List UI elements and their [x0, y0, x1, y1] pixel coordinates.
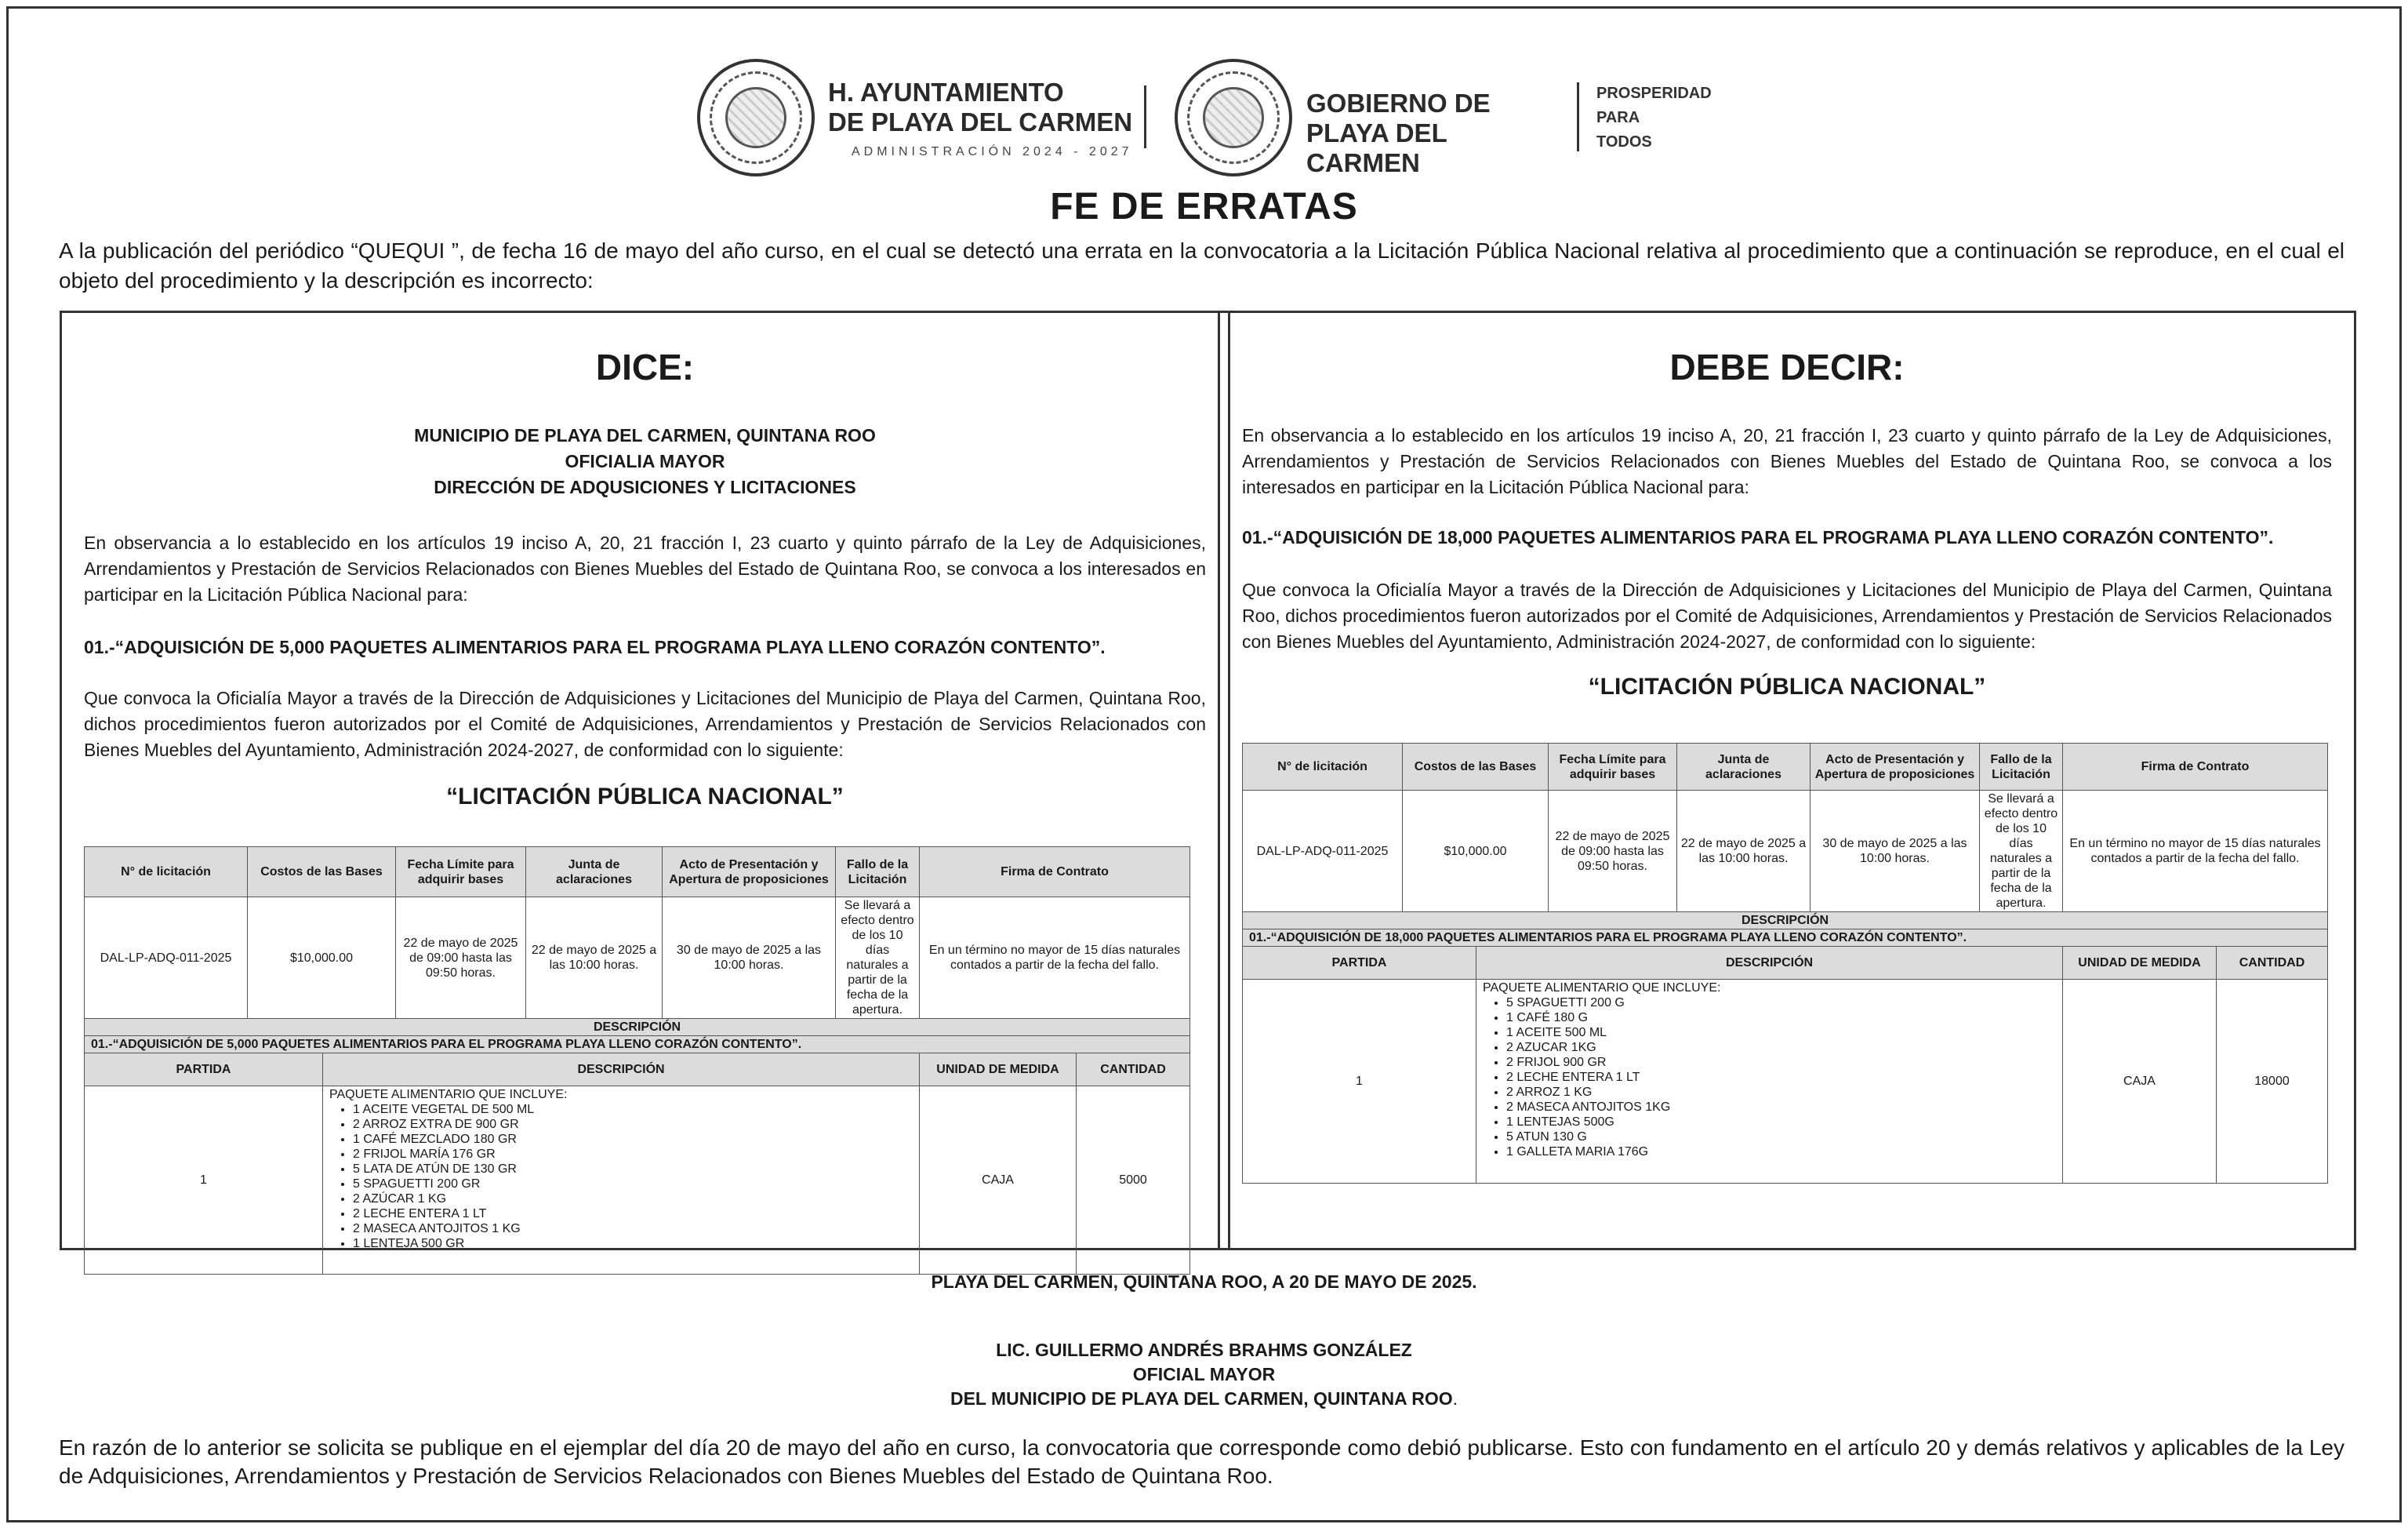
debe-subtitle: “LICITACIÓN PÚBLICA NACIONAL”	[1588, 674, 1986, 700]
package-title: PAQUETE ALIMENTARIO QUE INCLUYE:	[1483, 981, 1721, 995]
list-item: • 2 AZÚCAR 1 KG	[353, 1191, 916, 1206]
package-contents	[1476, 980, 2063, 1184]
col-bid-number: N° de licitación	[1243, 744, 1403, 791]
col-base-cost: Costos de las Bases	[1403, 744, 1549, 791]
intro-paragraph: A la publicación del periódico “QUEQUI ”, de fecha 16 de mayo del año curso, en el cual se detectó una errata en la convocatoria a la Licitación Pública Nacional relativa al procedimiento que a continuación se reproduce, en el cual el objeto del procedimiento y la descripción es incorrecto:	[59, 238, 2344, 293]
org1-line1: H. AYUNTAMIENTO	[828, 78, 1064, 107]
ruling: Se llevará a efecto dentro de los 10 días naturales a partir de la fecha de la apertura.	[1980, 791, 2063, 912]
table-row	[85, 1086, 1190, 1275]
government-name	[1306, 89, 1542, 178]
list-item: • 1 GALLETA MARIA 176G	[1506, 1144, 2059, 1159]
col-partida: PARTIDA	[85, 1053, 323, 1086]
header-divider	[1144, 85, 1146, 148]
entity-line1: MUNICIPIO DE PLAYA DEL CARMEN, QUINTANA ROO	[414, 425, 876, 446]
org1-line2: DE PLAYA DEL CARMEN	[828, 107, 1133, 136]
dice-object: 01.-“ADQUISICIÓN DE 5,000 PAQUETES ALIMENTARIOS PARA EL PROGRAMA PLAYA LLENO CORAZÓN CONTENTO”.	[84, 637, 1106, 657]
col-clarifications: Junta de aclaraciones	[526, 847, 663, 897]
dice-panel	[60, 311, 1230, 1250]
items-header-row	[85, 1053, 1190, 1086]
partida-number: 1	[85, 1086, 323, 1275]
list-item: • 2 MASECA ANTOJITOS 1 KG	[353, 1221, 916, 1236]
signer-org-text: DEL MUNICIPIO DE PLAYA DEL CARMEN, QUINTANA ROO	[950, 1388, 1453, 1409]
base-cost: $10,000.00	[1403, 791, 1549, 912]
package-items-list	[329, 1102, 916, 1251]
list-item: • 1 CAFÉ MEZCLADO 180 GR	[353, 1132, 916, 1147]
dice-heading: DICE:	[595, 347, 695, 387]
slogan-line3: TODOS	[1596, 133, 1652, 151]
org2-line2: PLAYA DEL CARMEN	[1306, 118, 1447, 177]
list-item: • 2 MASECA ANTOJITOS 1KG	[1506, 1100, 2059, 1115]
unit-of-measure: CAJA	[920, 1086, 1077, 1275]
list-item: • 2 LECHE ENTERA 1 LT	[353, 1206, 916, 1221]
col-description: DESCRIPCIÓN	[1476, 947, 2063, 980]
ruling: Se llevará a efecto dentro de los 10 días naturales a partir de la fecha de la apertura.	[836, 897, 920, 1019]
signer-title: OFICIAL MAYOR	[1132, 1364, 1276, 1384]
table-row	[85, 897, 1190, 1019]
municipality-name	[828, 78, 1157, 162]
list-item: • 2 FRIJOL 900 GR	[1506, 1055, 2059, 1070]
letterhead	[9, 48, 2399, 177]
list-item: • 1 LENTEJA 500 GR	[353, 1236, 916, 1251]
org2-line1: GOBIERNO DE	[1306, 89, 1491, 118]
dice-bidding-table	[84, 846, 1190, 1275]
col-quantity: CANTIDAD	[2217, 947, 2328, 980]
proposal-opening: 30 de mayo de 2025 a las 10:00 horas.	[663, 897, 836, 1019]
deadline: 22 de mayo de 2025 de 09:00 hasta las 09:50 horas.	[1549, 791, 1677, 912]
col-deadline: Fecha Límite para adquirir bases	[1549, 744, 1677, 791]
col-contract: Firma de Contrato	[920, 847, 1190, 897]
clarifications: 22 de mayo de 2025 a las 10:00 horas.	[1677, 791, 1811, 912]
col-unit: UNIDAD DE MEDIDA	[2063, 947, 2217, 980]
list-item: • 2 LECHE ENTERA 1 LT	[1506, 1070, 2059, 1085]
entity-line3: DIRECCIÓN DE ADQUSICIONES Y LICITACIONES	[434, 477, 856, 497]
dice-paragraph-2: Que convoca la Oficialía Mayor a través de la Dirección de Adquisiciones y Licitaciones del Municipio de Playa del Carmen, Quintana Roo, dichos procedimientos fueron autorizados por el Comité de Adquisiciones, Arrendamientos y Prestación de Servicios Relacionados con Bienes Muebles del Ayuntamiento, Administración 2024-2027, de conformidad con lo siguiente:	[84, 688, 1206, 760]
debe-object: 01.-“ADQUISICIÓN DE 18,000 PAQUETES ALIMENTARIOS PARA EL PROGRAMA PLAYA LLENO CORAZÓN CONTENTO”.	[1242, 527, 2274, 547]
package-title: PAQUETE ALIMENTARIO QUE INCLUYE:	[329, 1088, 568, 1101]
closing-paragraph: En razón de lo anterior se solicita se publique en el ejemplar del día 20 de mayo del año en curso, la convocatoria que corresponde como debió publicarse. Esto con fundamento en el artículo 20 y demás relativos y aplicables de la Ley de Adquisiciones, Arrendamientos y Prestación de Servicios Relacionados con Bienes Muebles del Estado de Quintana Roo.	[59, 1435, 2344, 1488]
col-partida: PARTIDA	[1243, 947, 1476, 980]
signer-organization	[9, 1387, 2399, 1411]
list-item: • 2 ARROZ EXTRA DE 900 GR	[353, 1117, 916, 1132]
unit-of-measure: CAJA	[2063, 980, 2217, 1184]
list-item: • 5 ATUN 130 G	[1506, 1129, 2059, 1144]
list-item: • 5 SPAGUETTI 200 G	[1506, 995, 2059, 1010]
signer-org-period: .	[1452, 1388, 1458, 1409]
contract: En un término no mayor de 15 días naturales contados a partir de la fecha del fallo.	[2063, 791, 2328, 912]
slogan-line1: PROSPERIDAD	[1596, 85, 1712, 102]
items-header-row	[1243, 947, 2328, 980]
place-and-date: PLAYA DEL CARMEN, QUINTANA ROO, A 20 DE MAYO DE 2025.	[931, 1271, 1477, 1292]
debe-decir-panel	[1218, 311, 2356, 1250]
base-cost: $10,000.00	[248, 897, 396, 1019]
col-proposal-opening: Acto de Presentación y Apertura de proposiciones	[663, 847, 836, 897]
document-title: FE DE ERRATAS	[1050, 186, 1358, 227]
list-item: • 1 ACEITE 500 ML	[1506, 1025, 2059, 1040]
municipal-coat-of-arms-icon	[697, 59, 815, 176]
table-header-row	[1243, 744, 2328, 791]
contract: En un término no mayor de 15 días naturales contados a partir de la fecha del fallo.	[920, 897, 1190, 1019]
description-object: 01.-“ADQUISICIÓN DE 18,000 PAQUETES ALIMENTARIOS PARA EL PROGRAMA PLAYA LLENO CORAZÓN CONTENTO”.	[1243, 929, 2328, 947]
col-clarifications: Junta de aclaraciones	[1677, 744, 1811, 791]
list-item: • 1 LENTEJAS 500G	[1506, 1115, 2059, 1129]
header-divider	[1577, 82, 1579, 151]
deadline: 22 de mayo de 2025 de 09:00 hasta las 09:50 horas.	[396, 897, 526, 1019]
quantity: 5000	[1077, 1086, 1190, 1275]
table-header-row	[85, 847, 1190, 897]
list-item: • 1 CAFÉ 180 G	[1506, 1010, 2059, 1025]
col-ruling: Fallo de la Licitación	[1980, 744, 2063, 791]
col-contract: Firma de Contrato	[2063, 744, 2328, 791]
list-item: • 1 ACEITE VEGETAL DE 500 ML	[353, 1102, 916, 1117]
dice-paragraph-1: En observancia a lo establecido en los artículos 19 inciso A, 20, 21 fracción I, 23 cuarto y quinto párrafo de la Ley de Adquisiciones, Arrendamientos y Prestación de Servicios Relacionados con Bienes Muebles del Estado de Quintana Roo, se convoca a los interesados en participar en la Licitación Pública Nacional para:	[84, 533, 1206, 605]
table-row	[1243, 980, 2328, 1184]
col-ruling: Fallo de la Licitación	[836, 847, 920, 897]
package-contents	[323, 1086, 920, 1275]
debe-decir-heading: DEBE DECIR:	[1669, 347, 1905, 387]
partida-number: 1	[1243, 980, 1476, 1184]
list-item: • 5 SPAGUETTI 200 GR	[353, 1177, 916, 1191]
convening-entity	[62, 423, 1228, 500]
list-item: • 2 FRIJOL MARÍA 176 GR	[353, 1147, 916, 1162]
bid-number: DAL-LP-ADQ-011-2025	[85, 897, 248, 1019]
description-label: DESCRIPCIÓN	[85, 1019, 1190, 1036]
administration-period: ADMINISTRACIÓN 2024 - 2027	[852, 145, 1133, 158]
col-base-cost: Costos de las Bases	[248, 847, 396, 897]
col-proposal-opening: Acto de Presentación y Apertura de proposiciones	[1811, 744, 1980, 791]
table-row	[1243, 791, 2328, 912]
debe-paragraph-2: Que convoca la Oficialía Mayor a través de la Dirección de Adquisiciones y Licitaciones del Municipio de Playa del Carmen, Quintana Roo, dichos procedimientos fueron autorizados por el Comité de Adquisiciones, Arrendamientos y Prestación de Servicios Relacionados con Bienes Muebles del Ayuntamiento, Administración 2024-2027, de conformidad con lo siguiente:	[1242, 580, 2332, 652]
dice-subtitle: “LICITACIÓN PÚBLICA NACIONAL”	[446, 784, 844, 809]
clarifications: 22 de mayo de 2025 a las 10:00 horas.	[526, 897, 663, 1019]
slogan-line2: PARA	[1596, 109, 1640, 126]
col-quantity: CANTIDAD	[1077, 1053, 1190, 1086]
quantity: 18000	[2217, 980, 2328, 1184]
government-coat-of-arms-icon	[1175, 59, 1292, 176]
list-item: • 5 LATA DE ATÚN DE 130 GR	[353, 1162, 916, 1177]
slogan	[1596, 82, 1769, 155]
signature-block	[9, 1338, 2399, 1411]
signer-name: LIC. GUILLERMO ANDRÉS BRAHMS GONZÁLEZ	[996, 1340, 1412, 1360]
debe-bidding-table	[1242, 743, 2328, 1184]
proposal-opening: 30 de mayo de 2025 a las 10:00 horas.	[1811, 791, 1980, 912]
entity-line2: OFICIALIA MAYOR	[565, 451, 725, 471]
col-description: DESCRIPCIÓN	[323, 1053, 920, 1086]
list-item: • 2 ARROZ 1 KG	[1506, 1085, 2059, 1100]
col-bid-number: N° de licitación	[85, 847, 248, 897]
col-unit: UNIDAD DE MEDIDA	[920, 1053, 1077, 1086]
list-item: • 2 AZUCAR 1KG	[1506, 1040, 2059, 1055]
package-items-list	[1483, 995, 2059, 1159]
col-deadline: Fecha Límite para adquirir bases	[396, 847, 526, 897]
document-page	[6, 6, 2402, 1522]
description-object: 01.-“ADQUISICIÓN DE 5,000 PAQUETES ALIMENTARIOS PARA EL PROGRAMA PLAYA LLENO CORAZÓN CONTENTO”.	[85, 1036, 1190, 1053]
bid-number: DAL-LP-ADQ-011-2025	[1243, 791, 1403, 912]
debe-paragraph-1: En observancia a lo establecido en los artículos 19 inciso A, 20, 21 fracción I, 23 cuarto y quinto párrafo de la Ley de Adquisiciones, Arrendamientos y Prestación de Servicios Relacionados con Bienes Muebles del Estado de Quintana Roo, se convoca a los interesados en participar en la Licitación Pública Nacional para:	[1242, 425, 2332, 497]
description-label: DESCRIPCIÓN	[1243, 912, 2328, 929]
